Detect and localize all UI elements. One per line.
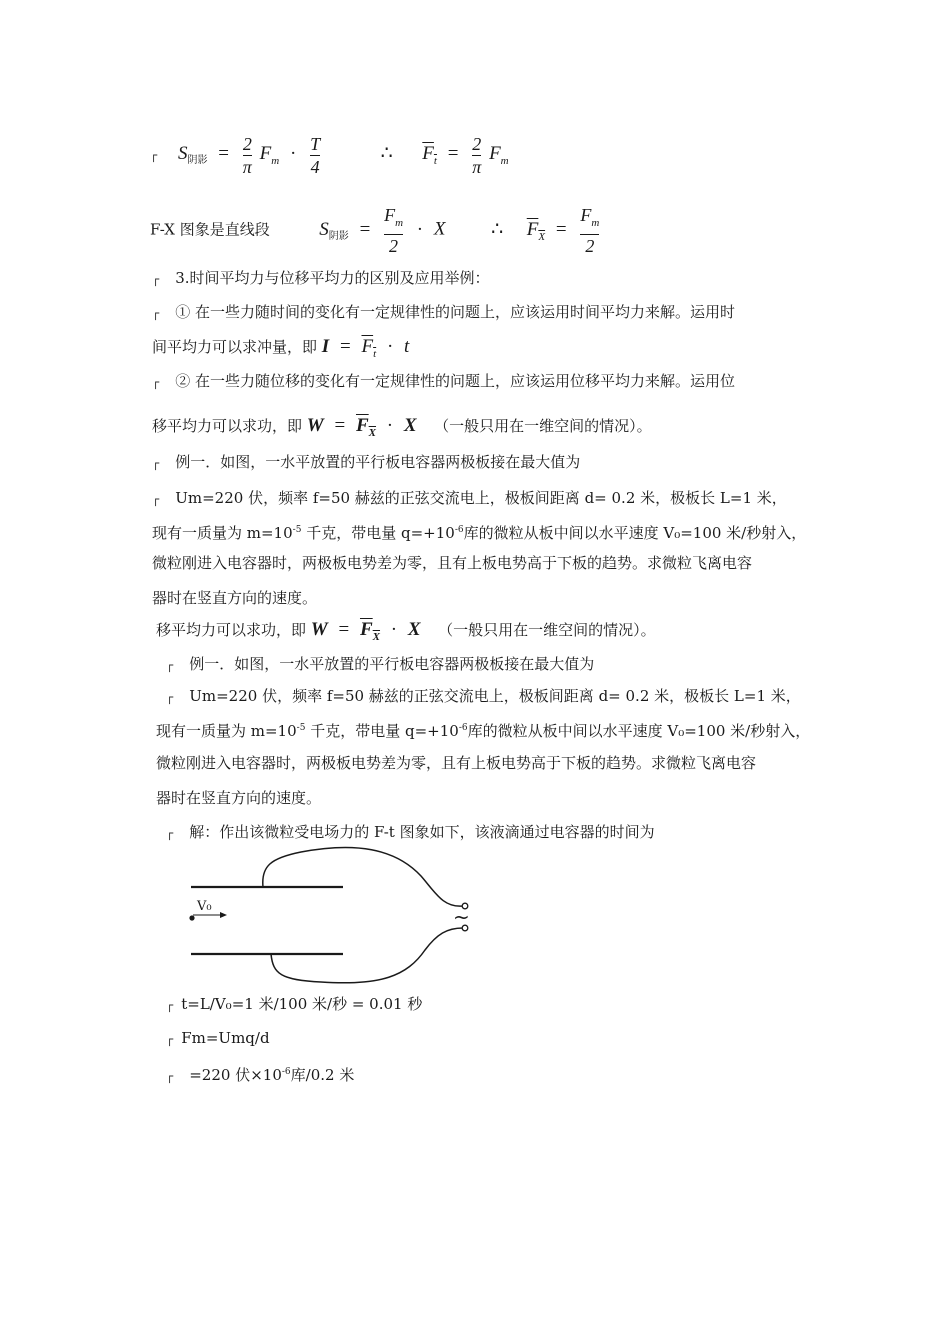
solution-force-formula: ┌ Fm=Umq/d (166, 1029, 270, 1047)
velocity-label: V₀ (197, 899, 212, 914)
fraction-t-over-4: $\frac{T}{4}$ (310, 133, 321, 177)
paragraph-marker: ┌ (166, 826, 174, 840)
paragraph-1-line-2: 间平均力可以求冲量，即 $I = F_t \cdot t$ (152, 336, 410, 360)
solution-force-substitution: ┌ =220 伏$\times 10^{-6}$库/0.2 米 (166, 1066, 355, 1084)
formula-time-average: ┌ $S_{阴影}$ = $\frac{2}{\pi}$ $F_m$ · $\frac{T}{4}$ ∴ $F_t$ = $\frac{2}{\pi}$ $F_m$ (150, 133, 509, 177)
repeat-example-line-4: 器时在竖直方向的速度。 (156, 789, 322, 807)
paragraph-marker: ┌ (166, 1069, 174, 1083)
paragraph-marker: ┌ (166, 690, 174, 704)
repeat-example-line-1: ┌ Um=220 伏，频率 f=50 赫兹的正弦交流电上，极板间距离 d= 0.2 米，极板长 L=1 米， (166, 687, 801, 705)
paragraph-marker: ┌ (166, 658, 174, 672)
upper-wire (263, 847, 463, 906)
repeat-example-line-2: 现有一质量为 $m=10^{-5}$ 千克，带电量 $q=+10^{-6}$库的微粒从板中间以水平速度 V₀=100 米/秒射入， (156, 722, 811, 740)
repeat-example-intro: ┌ 例一．如图，一水平放置的平行板电容器两极板接在最大值为 (166, 655, 595, 673)
fraction-2-over-pi: $\frac{2}{\pi}$ (242, 133, 252, 177)
fx-graph-text: F-X 图象是直线段 (150, 220, 270, 239)
solution-intro: ┌ 解：作出该微粒受电场力的 F-t 图象如下，该液滴通过电容器的时间为 (166, 823, 655, 841)
example-line-1: ┌ Um=220 伏，频率 f=50 赫兹的正弦交流电上，极板间距离 d= 0.2 米，极板长 L=1 米， (152, 489, 787, 507)
paragraph-marker: ┌ (152, 272, 160, 286)
paragraph-2-line-1: ┌ ② 在一些力随位移的变化有一定规律性的问题上，应该运用位移平均力来解。运用位 (152, 372, 736, 390)
example-line-2: 现有一质量为 $m=10^{-5}$ 千克，带电量 $q=+10^{-6}$库的微粒从板中间以水平速度 V₀=100 米/秒射入， (152, 524, 807, 542)
paragraph-marker: ┌ (166, 1032, 174, 1046)
lower-wire (271, 928, 463, 983)
capacitor-diagram (185, 842, 485, 992)
particle-dot (189, 915, 194, 920)
therefore-symbol: ∴ (380, 143, 393, 164)
paragraph-2-line-2: 移平均力可以求功，即 $W = F_X \cdot X$ （一般只用在一维空间的情况）。 (152, 415, 652, 439)
section-heading: ┌ 3.时间平均力与位移平均力的区别及应用举例： (152, 269, 490, 287)
shadow-area-symbol: $S_{阴影}$ (178, 143, 208, 166)
therefore-symbol-2: ∴ (491, 218, 504, 240)
paragraph-1-line-1: ┌ ① 在一些力随时间的变化有一定规律性的问题上，应该运用时间平均力来解。运用时 (152, 303, 736, 321)
repeat-example-line-3: 微粒刚进入电容器时，两极板电势差为零，且有上板电势高于下板的趋势。求微粒飞离电容 (156, 754, 757, 772)
example-line-3: 微粒刚进入电容器时，两极板电势差为零，且有上板电势高于下板的趋势。求微粒飞离电容 (152, 554, 753, 572)
displacement-average-force: $F_X$ (526, 218, 546, 243)
formula-displacement-average: F-X 图象是直线段 $S_{阴影}$ = $\frac{F_m}{2}$ · X ∴ $F_X$ = $\frac{F_m}{2}$ (150, 205, 600, 256)
paragraph-marker: ┌ (152, 375, 160, 389)
paragraph-marker: ┌ (152, 306, 160, 320)
repeat-paragraph-2-line-2: 移平均力可以求功，即 $W = F_X \cdot X$ （一般只用在一维空间的情况）。 (156, 619, 656, 643)
paragraph-marker: ┌ (166, 998, 174, 1012)
solution-time: ┌ t=L/V₀=1 米/100 米/秒 = 0.01 秒 (166, 995, 423, 1013)
velocity-arrowhead (220, 912, 227, 918)
paragraph-marker: ┌ (150, 148, 158, 162)
ac-source-symbol: ~ (453, 905, 470, 929)
paragraph-marker: ┌ (152, 492, 160, 506)
time-average-force: $F_t$ (422, 143, 437, 167)
example-line-4: 器时在竖直方向的速度。 (152, 589, 318, 607)
example-intro: ┌ 例一．如图，一水平放置的平行板电容器两极板接在最大值为 (152, 453, 581, 471)
paragraph-marker: ┌ (152, 456, 160, 470)
